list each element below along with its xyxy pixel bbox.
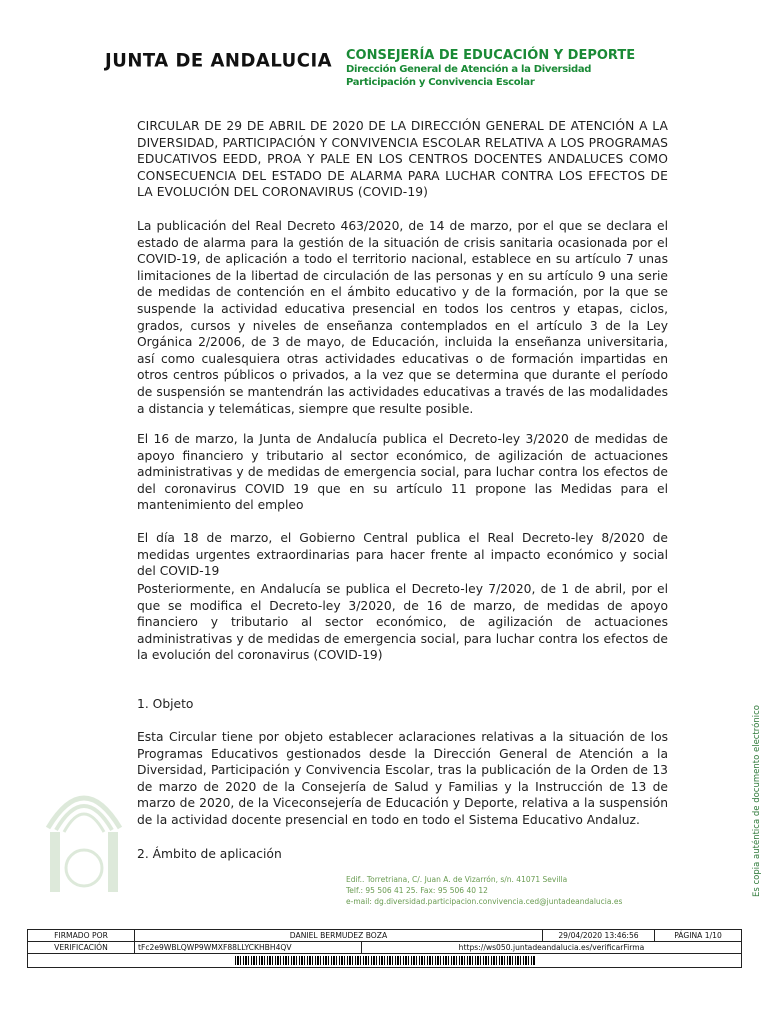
address-line-3: e-mail: dg.diversidad.participacion.convivencia.ced@juntadeandalucia.es bbox=[346, 897, 623, 906]
paragraph-4: Posteriormente, en Andalucía se publica el Decreto-ley 7/2020, de 1 de abril, por el que se modifica el Decreto-ley 3/2020, de 16 de marzo, de medidas de apoyo financiero y tributario al sector económico, de agilización de actuaciones administrativas y de medidas de emergencia social, para luchar contra los efectos de la evolución del coronavirus (COVID-19) bbox=[137, 582, 668, 663]
signature-table bbox=[27, 929, 742, 968]
junta-logo: JUNTA DE ANDALUCIA bbox=[105, 49, 333, 72]
direccion-line-1: Dirección General de Atención a la Diversidad bbox=[346, 64, 592, 75]
consejeria-header bbox=[346, 48, 676, 89]
consejeria-name: CONSEJERÍA DE EDUCACIÓN Y DEPORTE bbox=[346, 48, 636, 63]
barcode-icon bbox=[235, 956, 535, 965]
verificacion-label: VERIFICACIÓN bbox=[28, 942, 135, 954]
verificacion-code: tFc2e9WBLQWP9WMXF88LLYCKHBH4QV bbox=[135, 942, 362, 954]
document-title: CIRCULAR DE 29 DE ABRIL DE 2020 DE LA DIRECCIÓN GENERAL DE ATENCIÓN A LA DIVERSIDAD, PARTICIPACIÓN Y CONVIVENCIA ESCOLAR RELATIVA A LOS PROGRAMAS EDUCATIVOS EEDD, PROA Y PALE EN LOS CENTROS DOCENTES ANDALUCES COMO CONSECUENCIA DEL ESTADO DE ALARMA PARA LUCHAR CONTRA LOS EFECTOS DE LA EVOLUCIÓN DEL CORONAVIRUS (COVID-19) bbox=[137, 119, 668, 200]
watermark-emblem-icon bbox=[38, 768, 130, 903]
section-heading-objeto: 1. Objeto bbox=[137, 697, 194, 711]
section-heading-ambito: 2. Ámbito de aplicación bbox=[137, 847, 282, 861]
paragraph-5: Esta Circular tiene por objeto establecer aclaraciones relativas a la situación de los Programas Educativos gestionados desde la Dirección General de Atención a la Diversidad, Participación y Convivencia Escolar, tras la publicación de la Orden de 13 de marzo de 2020 de la Consejería de Salud y Familias y la Instrucción de 13 de marzo de 2020, de la Viceconsejería de Educación y Deporte, relativa a la suspensión de la actividad docente presencial en todo en todo el Sistema Educativo Andaluz. bbox=[137, 730, 668, 827]
footer-address bbox=[346, 874, 622, 907]
page-number: PÁGINA 1/10 bbox=[655, 930, 742, 942]
firmado-label: FIRMADO POR bbox=[28, 930, 135, 942]
direccion-line-2: Participación y Convivencia Escolar bbox=[346, 77, 535, 88]
verificacion-url[interactable]: https://ws050.juntadeandalucia.es/verificarFirma bbox=[362, 942, 742, 954]
barcode-cell bbox=[28, 954, 742, 968]
paragraph-3: El día 18 de marzo, el Gobierno Central publica el Real Decreto-ley 8/2020 de medidas urgentes extraordinarias para hacer frente al impacto económico y social del COVID-19 bbox=[137, 531, 668, 579]
signature-date: 29/04/2020 13:46:56 bbox=[543, 930, 655, 942]
address-line-1: Edif.. Torretriana, C/. Juan A. de Vizarrón, s/n. 41071 Sevilla bbox=[346, 875, 568, 884]
address-line-2: Telf.: 95 506 41 25. Fax: 95 506 40 12 bbox=[346, 886, 488, 895]
firmado-value: DANIEL BERMUDEZ BOZA bbox=[135, 930, 543, 942]
side-authenticity-note: Es copia auténtica de documento electrónico bbox=[752, 705, 762, 897]
paragraph-2: El 16 de marzo, la Junta de Andalucía publica el Decreto-ley 3/2020 de medidas de apoyo financiero y tributario al sector económico, de agilización de actuaciones administrativas y de medidas de emergencia social, para luchar contra los efectos de del coronavirus COVID 19 que en su artículo 11 propone las Medidas para el mantenimiento del empleo bbox=[137, 432, 668, 513]
paragraph-1: La publicación del Real Decreto 463/2020, de 14 de marzo, por el que se declara el estado de alarma para la gestión de la situación de crisis sanitaria ocasionada por el COVID-19, de aplicación a todo el territorio nacional, establece en su artículo 7 unas limitaciones de la libertad de circulación de las personas y en su artículo 9 una serie de medidas de contención en el ámbito educativo y de la formación, por la que se suspende la actividad educativa presencial en todos los centros y etapas, ciclos, grados, cursos y niveles de enseñanza contemplados en el artículo 3 de la Ley Orgánica 2/2006, de 3 de mayo, de Educación, incluida la enseñanza universitaria, así como cualesquiera otras actividades educativas o de formación impartidas en otros centros públicos o privados, a la vez que se determina que durante el período de suspensión se mantendrán las actividades educativas a través de las modalidades a distancia y telemáticas, siempre que resulte posible. bbox=[137, 219, 668, 416]
